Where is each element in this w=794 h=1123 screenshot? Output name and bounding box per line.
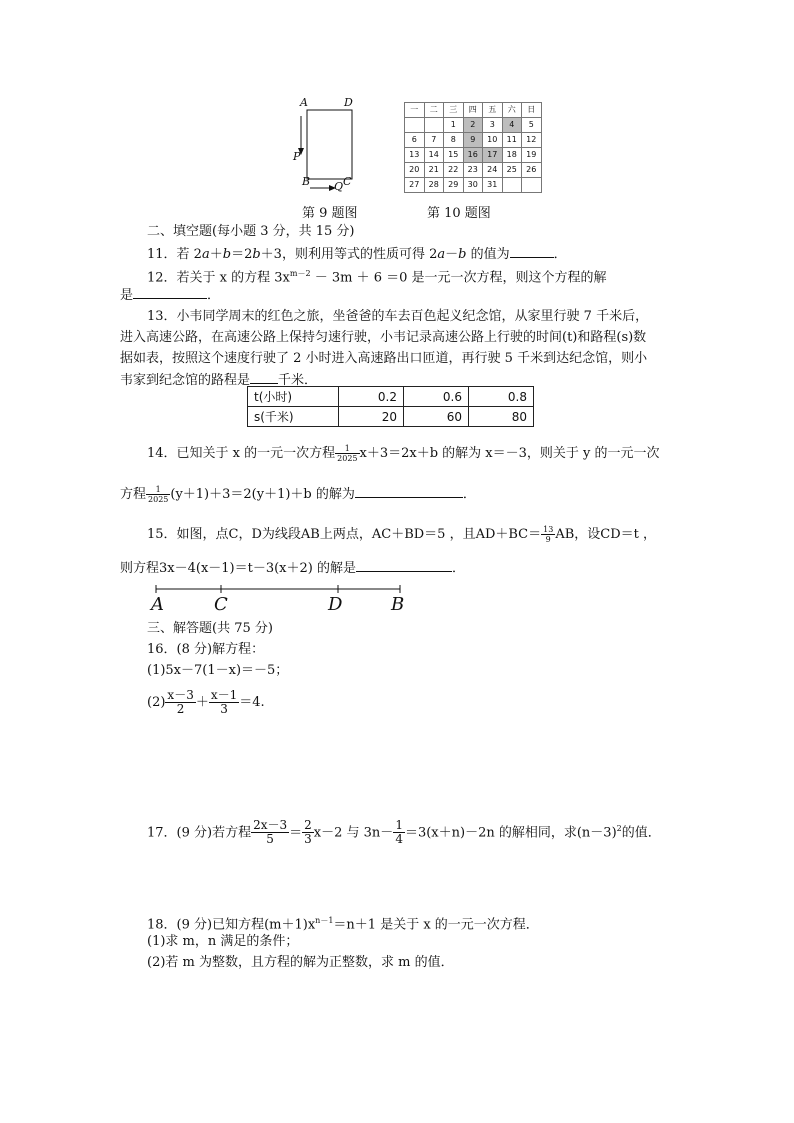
calendar-day: 2 xyxy=(463,118,483,133)
q14-end: ． xyxy=(462,487,476,502)
fraction-denominator: 3 xyxy=(220,702,228,716)
q16-fraction-2 xyxy=(209,689,239,716)
calendar-day: 9 xyxy=(463,133,483,148)
q12-text-2: － 3m ＋ 6 ＝0 是一元一次方程，则这个方程的解 xyxy=(310,270,607,286)
q11-end: ． xyxy=(553,247,567,262)
fraction-numerator: 2x－3 xyxy=(253,818,288,833)
q11-text-3: ＝2 xyxy=(231,247,253,262)
q18-line-1 xyxy=(147,912,539,934)
point-q-label: Q xyxy=(334,180,344,193)
table-header-s: s(千米) xyxy=(248,407,339,427)
question-12-line-2 xyxy=(120,285,220,305)
segment-label-d: D xyxy=(328,594,343,615)
rectangle-abcd xyxy=(307,110,352,179)
calendar-day: 1 xyxy=(444,118,464,133)
q12-end: ． xyxy=(207,288,221,303)
q17-fraction-2 xyxy=(302,819,314,846)
q18-part-1: (1)求 m，n 满足的条件； xyxy=(147,934,299,949)
point-c-label: C xyxy=(343,175,352,188)
q14-text-1: 14．已知关于 x 的一元一次方程 xyxy=(147,446,336,461)
q15-fraction xyxy=(541,525,555,544)
calendar-weekday: 三 xyxy=(444,103,464,118)
fraction-denominator: 5 xyxy=(266,832,274,847)
calendar-weekday: 六 xyxy=(502,103,522,118)
calendar-week-row xyxy=(405,133,542,148)
q14-text-2: x＋3＝2x＋b 的解为 x＝－3，则关于 y 的一元一次 xyxy=(359,446,660,461)
q11-text-2: ＋ xyxy=(209,247,223,262)
q14-text-3: 方程 xyxy=(120,487,147,502)
calendar-weekday: 二 xyxy=(424,103,444,118)
calendar-weekday: 一 xyxy=(405,103,425,118)
calendar-day: 13 xyxy=(405,148,425,163)
calendar-day xyxy=(405,118,425,133)
section-2-title: 二、填空题(每小题 3 分，共 15 分) xyxy=(147,224,355,239)
q17-text-4: ＝3(x＋n)－2n 的解相同，求(n－3) xyxy=(404,825,617,841)
fraction-numerator: 1 xyxy=(146,485,170,495)
q14-line-2 xyxy=(120,484,476,505)
fraction-denominator: 2025 xyxy=(337,454,358,463)
fraction-denominator: 3 xyxy=(304,832,312,847)
section-3-title: 三、解答题(共 75 分) xyxy=(147,621,273,636)
calendar-day: 21 xyxy=(424,163,444,178)
q16-part-2 xyxy=(147,686,265,720)
table-row-s xyxy=(248,407,534,427)
q16-text-1: (2) xyxy=(147,695,166,710)
calendar-day: 30 xyxy=(463,178,483,193)
q15-text-2: AB，设CD＝t ， xyxy=(555,527,656,542)
q17-fraction-1 xyxy=(251,819,289,846)
calendar-weekday: 四 xyxy=(463,103,483,118)
q13-answer-blank[interactable] xyxy=(250,370,278,384)
segment-label-c: C xyxy=(214,594,228,615)
q15-answer-blank[interactable] xyxy=(356,558,452,572)
calendar-day: 31 xyxy=(483,178,503,193)
q14-answer-blank[interactable] xyxy=(355,484,463,498)
calendar-week-row xyxy=(405,163,542,178)
q16-part-1: (1)5x－7(1－x)＝－5； xyxy=(147,663,289,678)
calendar-day: 29 xyxy=(444,178,464,193)
point-b-label: B xyxy=(302,175,311,188)
calendar-day xyxy=(502,178,522,193)
q13-line-3: 据如表，按照这个速度行驶了 2 小时进入高速路出口匝道，再行驶 5 千米到达纪念馆，则小 xyxy=(120,351,648,366)
q17-text-3: x－2 与 3n－ xyxy=(313,825,394,841)
q12-text-1: 12．若关于 x 的方程 3x xyxy=(147,270,290,286)
q11-text-1: 11．若 2 xyxy=(147,247,202,262)
calendar-day: 14 xyxy=(424,148,444,163)
question-11 xyxy=(147,244,567,264)
fraction-numerator: 1 xyxy=(395,818,403,833)
q15-text-3: 则方程3x－4(x－1)＝t－3(x＋2) 的解是 xyxy=(120,561,356,576)
calendar-day: 20 xyxy=(405,163,425,178)
q17-text-2: ＝ xyxy=(289,825,303,841)
table-row-t xyxy=(248,387,534,407)
q18-text-1: 18．(9 分)已知方程(m＋1)x xyxy=(147,917,316,933)
q11-var-a: a xyxy=(201,247,210,262)
q17-fraction-3 xyxy=(393,819,405,846)
calendar-day: 25 xyxy=(502,163,522,178)
calendar-week-row xyxy=(405,148,542,163)
point-a-label: A xyxy=(300,96,308,109)
calendar-day: 27 xyxy=(405,178,425,193)
calendar-weekday: 日 xyxy=(522,103,542,118)
calendar-day: 3 xyxy=(483,118,503,133)
q16-plus: ＋ xyxy=(195,695,209,710)
fraction-numerator: 13 xyxy=(543,525,554,534)
fraction-denominator: 2 xyxy=(176,702,185,716)
q11-answer-blank[interactable] xyxy=(510,244,554,258)
calendar-day: 24 xyxy=(483,163,503,178)
segment-label-a: A xyxy=(151,594,164,615)
calendar-day xyxy=(522,178,542,193)
q11-var-a2: a xyxy=(437,247,446,262)
q15-segment-diagram xyxy=(150,584,410,598)
calendar-day: 8 xyxy=(444,133,464,148)
q13-text-4b: 千米． xyxy=(278,373,318,388)
q11-var-b2: b xyxy=(252,247,261,262)
q15-line-2 xyxy=(120,558,465,578)
q16-fraction-1 xyxy=(165,689,195,716)
q13-line-2: 进入高速公路，在高速公路上保持匀速行驶，小韦记录高速公路上行驶的时间(t)和路程(s)数 xyxy=(120,330,647,345)
q12-exponent: m－2 xyxy=(289,269,311,278)
table-cell: 0.6 xyxy=(404,387,469,407)
table-cell: 60 xyxy=(404,407,469,427)
fraction-denominator: 4 xyxy=(395,832,403,847)
q16-text-2: ＝4. xyxy=(239,695,265,710)
q14-fraction-2 xyxy=(146,485,170,504)
q14-line-1 xyxy=(147,444,660,464)
q15-end: ． xyxy=(452,561,466,576)
q18-exponent: n－1 xyxy=(315,916,334,925)
calendar-day xyxy=(424,118,444,133)
question-12-line-1 xyxy=(147,265,607,287)
calendar-day: 19 xyxy=(522,148,542,163)
q11-var-b3: b xyxy=(458,247,467,262)
q12-answer-blank[interactable] xyxy=(133,285,207,299)
q14-fraction-1 xyxy=(335,444,359,463)
calendar-day: 5 xyxy=(522,118,542,133)
table-header-t: t(小时) xyxy=(248,387,339,407)
q15-text-1: 15．如图，点C，D为线段AB上两点，AC＋BD＝5 ，且AD＋BC＝ xyxy=(147,527,542,542)
q14-text-4: (y＋1)＋3＝2(y＋1)＋b 的解为 xyxy=(170,487,355,502)
table-cell: 0.2 xyxy=(339,387,404,407)
figure-9-caption: 第 9 题图 xyxy=(302,206,358,221)
q12-text-3: 是 xyxy=(120,288,134,303)
calendar-week-row xyxy=(405,178,542,193)
q11-text-6: 的值为 xyxy=(466,247,510,262)
calendar-weekday: 五 xyxy=(483,103,503,118)
calendar-day: 26 xyxy=(522,163,542,178)
q17-text-5: 的值． xyxy=(621,825,661,841)
fraction-numerator: 1 xyxy=(335,444,359,454)
q18-text-2: ＝n＋1 是关于 x 的一元一次方程． xyxy=(333,917,539,933)
fraction-numerator: x－3 xyxy=(167,688,194,702)
figure-10-calendar xyxy=(404,102,542,193)
fraction-numerator: x－1 xyxy=(210,688,238,702)
calendar-day: 11 xyxy=(502,133,522,148)
q15-line-1 xyxy=(147,524,656,546)
calendar-day: 4 xyxy=(502,118,522,133)
table-cell: 80 xyxy=(469,407,534,427)
calendar-day: 23 xyxy=(463,163,483,178)
q13-text-4a: 韦家到纪念馆的路程是 xyxy=(120,373,251,388)
q16-title: 16．(8 分)解方程： xyxy=(147,642,265,657)
table-cell: 20 xyxy=(339,407,404,427)
q17-text-1: 17．(9 分)若方程 xyxy=(147,825,252,841)
q13-line-1: 13．小韦同学周末的红色之旅，坐爸爸的车去百色起义纪念馆，从家里行驶 7 千米后， xyxy=(147,309,649,324)
calendar-day: 7 xyxy=(424,133,444,148)
table-cell: 0.8 xyxy=(469,387,534,407)
fraction-denominator: 2025 xyxy=(148,495,169,504)
calendar-day: 28 xyxy=(424,178,444,193)
fraction-denominator: 9 xyxy=(545,535,551,544)
calendar-day: 18 xyxy=(502,148,522,163)
calendar-day: 12 xyxy=(522,133,542,148)
calendar-day: 17 xyxy=(483,148,503,163)
q18-part-2: (2)若 m 为整数，且方程的解为正整数，求 m 的值． xyxy=(147,955,454,970)
q11-var-b: b xyxy=(222,247,232,262)
figure-10-caption: 第 10 题图 xyxy=(427,206,491,221)
point-p-label: P xyxy=(293,150,301,163)
calendar-day: 15 xyxy=(444,148,464,163)
q11-text-5: － xyxy=(445,247,459,262)
q13-data-table xyxy=(247,386,534,427)
point-d-label: D xyxy=(344,96,353,109)
q17-exponent: 2 xyxy=(616,824,622,833)
calendar-day: 10 xyxy=(483,133,503,148)
fraction-numerator: 2 xyxy=(304,818,312,833)
calendar-day: 22 xyxy=(444,163,464,178)
q11-text-4: ＋3，则利用等式的性质可得 2 xyxy=(260,247,438,262)
calendar-day: 16 xyxy=(463,148,483,163)
segment-label-b: B xyxy=(391,594,405,615)
calendar-week-row xyxy=(405,118,542,133)
calendar-header-row xyxy=(405,103,542,118)
question-17 xyxy=(147,812,661,850)
calendar-day: 6 xyxy=(405,133,425,148)
